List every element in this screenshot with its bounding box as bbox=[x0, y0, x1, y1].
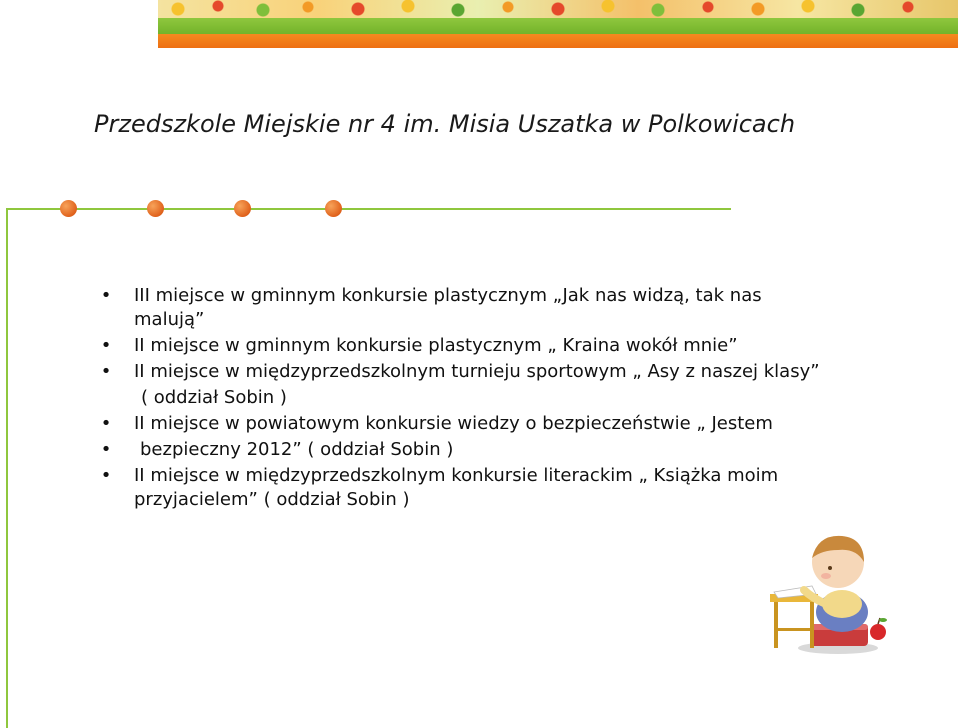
frame-horizontal-line bbox=[6, 208, 731, 210]
decorative-dot bbox=[325, 200, 342, 217]
top-banner bbox=[158, 0, 958, 48]
bullet-icon: • bbox=[100, 413, 112, 434]
banner-green-stripe bbox=[158, 18, 958, 34]
list-item-text: II miejsce w gminnym konkursie plastycznym „ Kraina wokół mnie” bbox=[134, 335, 738, 356]
list-item bbox=[100, 386, 820, 410]
child-reading-illustration bbox=[760, 528, 900, 658]
bullet-icon: • bbox=[100, 285, 112, 306]
list-item-text: II miejsce w powiatowym konkursie wiedzy o bezpieczeństwie „ Jestem bbox=[134, 413, 773, 434]
bullet-icon: • bbox=[100, 361, 112, 382]
list-item-text: III miejsce w gminnym konkursie plastycznym „Jak nas widzą, tak nas malują” bbox=[134, 285, 762, 330]
decorative-dot bbox=[234, 200, 251, 217]
list-item-text: ( oddział Sobin ) bbox=[141, 387, 287, 408]
decorative-dot bbox=[60, 200, 77, 217]
list-item bbox=[100, 438, 820, 462]
list-item-text: II miejsce w międzyprzedszkolnym konkursie literackim „ Książka moim przyjacielem” ( oddział Sobin ) bbox=[134, 465, 779, 510]
achievements-list bbox=[100, 284, 820, 514]
bullet-icon: • bbox=[100, 335, 112, 356]
page-title: Przedszkole Miejskie nr 4 im. Misia Uszatka w Polkowicach bbox=[94, 110, 796, 138]
floral-border bbox=[158, 0, 958, 18]
list-item bbox=[100, 360, 820, 384]
list-item bbox=[100, 334, 820, 358]
bullet-icon: • bbox=[100, 439, 112, 460]
list-item-text: bezpieczny 2012” ( oddział Sobin ) bbox=[140, 439, 454, 460]
list-item bbox=[100, 412, 820, 436]
list-item-text: II miejsce w międzyprzedszkolnym turnieju sportowym „ Asy z naszej klasy” bbox=[134, 361, 820, 382]
list-item bbox=[100, 464, 820, 512]
banner-orange-stripe bbox=[158, 34, 958, 48]
frame-vertical-line bbox=[6, 208, 8, 728]
list-item bbox=[100, 284, 820, 332]
decorative-dot bbox=[147, 200, 164, 217]
bullet-icon: • bbox=[100, 465, 112, 486]
